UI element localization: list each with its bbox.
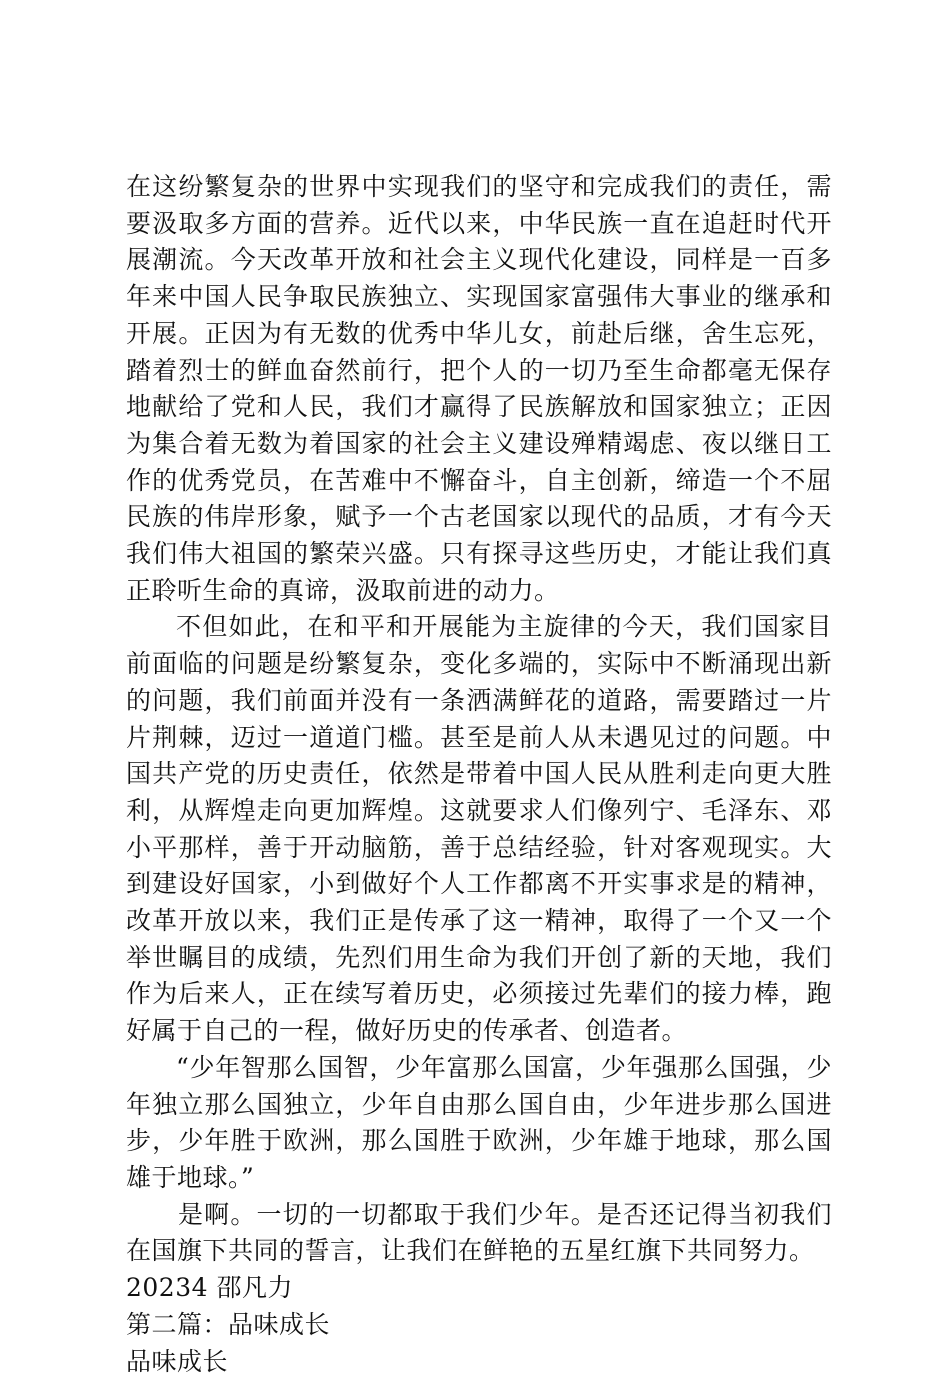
- paragraph-2: 不但如此，在和平和开展能为主旋律的今天，我们国家目前面临的问题是纷繁复杂，变化多端的，实际中不断涌现出新的问题，我们前面并没有一条洒满鲜花的道路，需要踏过一片片荆棘，迈过一道道门槛。甚至是前人从未遇见过的问题。中国共产党的历史责任，依然是带着中国人民从胜利走向更大胜利，从辉煌走向更加辉煌。这就要求人们像列宁、毛泽东、邓小平那样，善于开动脑筋，善于总结经验，针对客观现实。大到建设好国家，小到做好个人工作都离不开实事求是的精神，改革开放以来，我们正是传承了这一精神，取得了一个又一个举世瞩目的成绩，先烈们用生命为我们开创了新的天地，我们作为后来人，正在续写着历史，必须接过先辈们的接力棒，跑好属于自己的一程，做好历史的传承者、创造者。: [126, 609, 832, 1049]
- paragraph-3-quote: “少年智那么国智，少年富那么国富，少年强那么国强，少年独立那么国独立，少年自由那么国自由，少年进步那么国进步，少年胜于欧洲，那么国胜于欧洲，少年雄于地球，那么国雄于地球。”: [126, 1050, 832, 1197]
- document-body: [126, 169, 832, 1380]
- signature-line: 20234 邵凡力: [126, 1270, 832, 1307]
- paragraph-1: 在这纷繁复杂的世界中实现我们的坚守和完成我们的责任，需要汲取多方面的营养。近代以来，中华民族一直在追赶时代开展潮流。今天改革开放和社会主义现代化建设，同样是一百多年来中国人民争取民族独立、实现国家富强伟大事业的继承和开展。正因为有无数的优秀中华儿女，前赴后继，舍生忘死，踏着烈士的鲜血奋然前行，把个人的一切乃至生命都毫无保存地献给了党和人民，我们才赢得了民族解放和国家独立；正因为集合着无数为着国家的社会主义建设殚精竭虑、夜以继日工作的优秀党员，在苦难中不懈奋斗，自主创新，缔造一个不屈民族的伟岸形象，赋予一个古老国家以现代的品质，才有今天我们伟大祖国的繁荣兴盛。只有探寻这些历史，才能让我们真正聆听生命的真谛，汲取前进的动力。: [126, 169, 832, 609]
- section-title: 品味成长: [126, 1344, 832, 1380]
- section-heading: 第二篇：品味成长: [126, 1307, 832, 1344]
- paragraph-4: 是啊。一切的一切都取于我们少年。是否还记得当初我们在国旗下共同的誓言，让我们在鲜艳的五星红旗下共同努力。: [126, 1197, 832, 1270]
